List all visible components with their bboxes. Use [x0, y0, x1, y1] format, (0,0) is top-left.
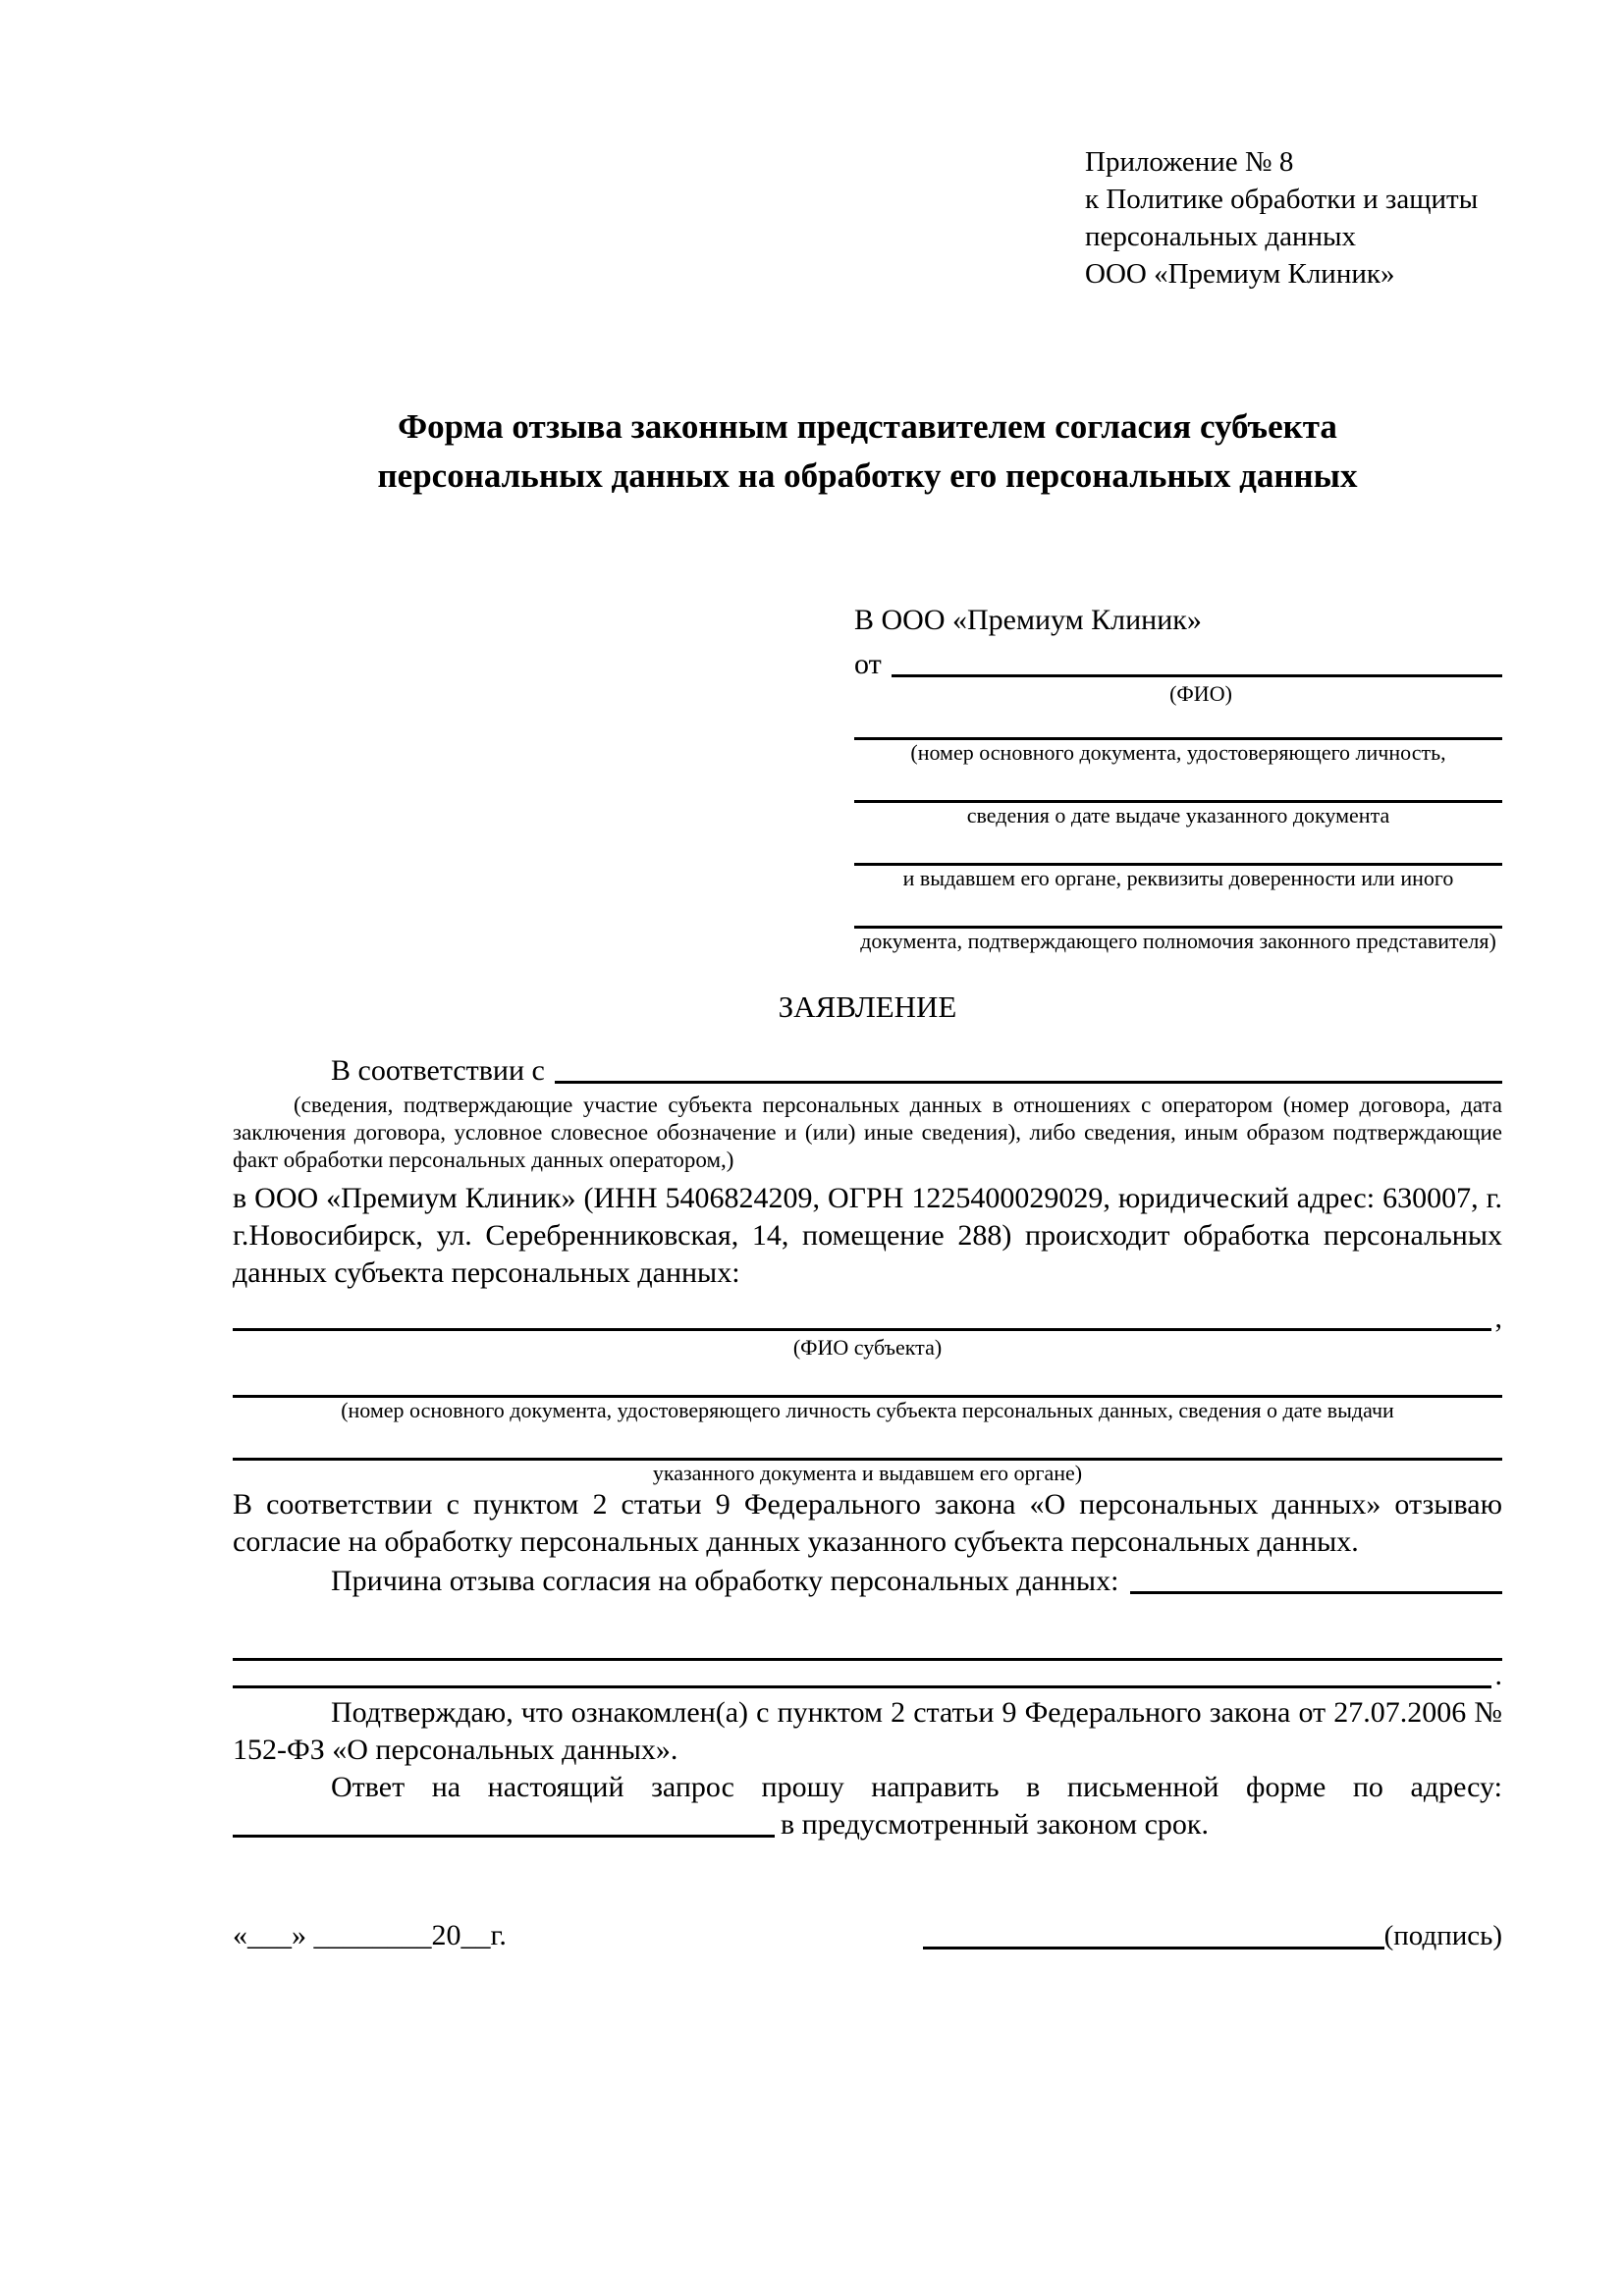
subject-fio-row [233, 1302, 1502, 1335]
footer-row [233, 1916, 1502, 1955]
reply-address-row [233, 1806, 1502, 1842]
signature-caption: (подпись) [1383, 1920, 1502, 1951]
reason-fill-row-3 [233, 1661, 1502, 1692]
reason-row [233, 1561, 1502, 1598]
reason-label: Причина отзыва согласия на обработку персональных данных: [331, 1565, 1119, 1597]
issue-date-fill-line [854, 766, 1502, 803]
document-title-line: персональных данных на обработку его персональных данных [377, 456, 1358, 495]
reason-fill-line-2 [233, 1631, 1502, 1661]
appendix-line: персональных данных [1085, 221, 1357, 252]
reply-request-line: Ответ на настоящий запрос прошу направить в письменной форме по адресу: [331, 1771, 1502, 1803]
addressee-from-row [854, 642, 1502, 681]
signature-group [923, 1916, 1502, 1955]
reply-tail-text: в предусмотренный законом срок. [781, 1808, 1209, 1841]
reason-line-period: . [1494, 1659, 1502, 1691]
from-label: от [854, 648, 882, 680]
date-line: «___» ________20__г. [233, 1919, 507, 1951]
basis-label: В соответствии с [331, 1054, 545, 1087]
subject-fio-caption: (ФИО субъекта) [792, 1335, 943, 1360]
subject-doc-fill-line-2 [233, 1423, 1502, 1461]
basis-note: (сведения, подтверждающие участие субъекта персональных данных в отношениях с оператором (номер договора, дата заключения договора, условное словесное обозначение и (или) иные сведения), либо сведения, иным образом подтверждающие факт обработки персональных данных оператором,) [233, 1093, 1502, 1172]
attorney-doc-caption: документа, подтверждающего полномочия законного представителя) [860, 929, 1496, 953]
basis-fill-line [555, 1081, 1502, 1084]
withdrawal-paragraph: В соответствии с пунктом 2 статьи 9 Федерального закона «О персональных данных» отзываю согласие на обработку персональных данных указанного субъекта персональных данных. [233, 1488, 1502, 1558]
appendix-line: ООО «Премиум Клиник» [1085, 258, 1395, 290]
fio-caption: (ФИО) [1169, 681, 1232, 706]
doc-number-fill-line [854, 707, 1502, 740]
operator-paragraph: в ООО «Премиум Клиник» (ИНН 5406824209, ОГРН 1225400029029, юридический адрес: 630007, г. г.Новосибирск, ул. Серебренниковская, 14, помещение 288) происходит обработка персональных данных субъекта персональных данных: [233, 1182, 1502, 1289]
reason-fill-line-3 [233, 1685, 1491, 1688]
reason-fill-line [1130, 1591, 1502, 1594]
document-title [233, 402, 1502, 501]
subject-doc-caption-2: указанного документа и выдавшем его органе) [652, 1461, 1083, 1485]
appendix-block [1085, 143, 1502, 293]
appendix-line: к Политике обработки и защиты [1085, 184, 1479, 215]
basis-row [233, 1048, 1502, 1088]
reply-address-fill-line [233, 1835, 775, 1838]
subject-doc-fill-line [233, 1361, 1502, 1398]
subject-fio-comma: , [1494, 1302, 1502, 1334]
fio-fill-line [892, 674, 1502, 677]
issuing-authority-caption: и выдавшем его органе, реквизиты доверенности или иного [902, 866, 1454, 890]
document-title-line: Форма отзыва законным представителем согласия субъекта [398, 407, 1337, 446]
addressee-block [854, 599, 1502, 954]
statement-heading: ЗАЯВЛЕНИЕ [778, 989, 957, 1024]
acknowledgement-paragraph: Подтверждаю, что ознакомлен(а) с пунктом 2 статьи 9 Федерального закона от 27.07.2006 № 152-ФЗ «О персональных данных». [233, 1696, 1502, 1766]
attorney-doc-fill-line [854, 891, 1502, 929]
appendix-line: Приложение № 8 [1085, 146, 1294, 178]
subject-fio-fill-line [233, 1328, 1491, 1331]
subject-doc-caption: (номер основного документа, удостоверяющего личность субъекта персональных данных, сведения о дате выдачи [341, 1398, 1394, 1422]
addressee-to: В ООО «Премиум Клиник» [854, 604, 1202, 636]
doc-number-caption: (номер основного документа, удостоверяющего личность, [910, 740, 1446, 765]
issuing-authority-fill-line [854, 828, 1502, 866]
issue-date-caption: сведения о дате выдаче указанного документа [966, 803, 1390, 828]
signature-fill-line [923, 1947, 1384, 1949]
